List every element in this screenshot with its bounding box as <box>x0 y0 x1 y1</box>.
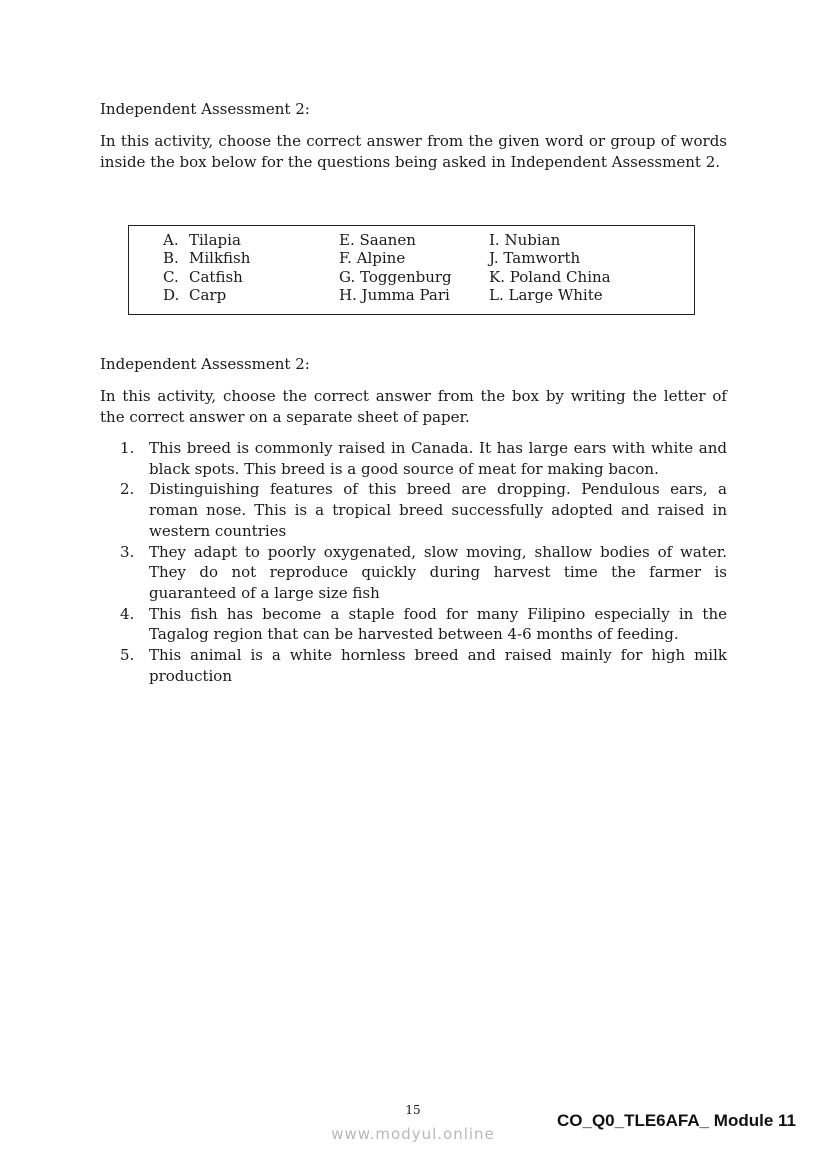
page-number: 15 <box>405 1103 421 1117</box>
choice-item <box>489 268 611 286</box>
answer-choices-box <box>128 225 695 315</box>
choice-text: Carp <box>189 285 227 304</box>
choice-letter: G. <box>339 267 356 286</box>
choice-item <box>163 249 250 267</box>
question-item <box>100 645 727 686</box>
choice-letter: I. <box>489 231 500 249</box>
choice-text: Alpine <box>356 249 406 268</box>
question-text: This breed is commonly raised in Canada. It has large ears with white and black spots. This breed is a good source of meat for making bacon. <box>149 439 727 478</box>
choice-letter: L. <box>489 285 504 304</box>
choices-column-2 <box>339 231 452 304</box>
question-text: They adapt to poorly oxygenated, slow moving, shallow bodies of water. They do not reproduce quickly during harvest time the farmer is guaranteed of a large size fish <box>149 542 727 602</box>
question-number: 2. <box>120 480 135 499</box>
section2-instruction: In this activity, choose the correct answer from the box by writing the letter of the correct answer on a separate sheet of paper. <box>100 387 727 426</box>
question-text: Distinguishing features of this breed are dropping. Pendulous ears, a roman nose. This is a tropical breed successfully adopted and raised in western countries <box>149 480 727 540</box>
question-item <box>100 479 727 541</box>
choice-letter: A. <box>163 231 179 249</box>
choice-item <box>339 268 452 286</box>
choice-letter: D. <box>163 285 180 304</box>
question-item <box>100 438 727 479</box>
choice-letter: J. <box>489 249 499 268</box>
question-item <box>100 542 727 604</box>
question-text: This animal is a white hornless breed and raised mainly for high milk production <box>149 646 727 685</box>
question-number: 1. <box>120 439 135 457</box>
choices-column-1 <box>163 231 250 304</box>
choice-item <box>339 249 452 267</box>
choice-text: Nubian <box>504 231 561 249</box>
question-list <box>100 438 727 686</box>
choice-text: Saanen <box>359 231 416 249</box>
choice-letter: K. <box>489 267 505 286</box>
choice-text: Jumma Pari <box>361 285 450 304</box>
choice-item <box>339 231 452 249</box>
choice-item <box>339 286 452 304</box>
choice-text: Catfish <box>189 267 243 286</box>
choice-letter: C. <box>163 267 179 286</box>
section1-heading: Independent Assessment 2: <box>100 100 310 118</box>
choices-column-3 <box>489 231 611 304</box>
choice-text: Tilapia <box>189 231 241 249</box>
module-code: CO_Q0_TLE6AFA_ Module 11 <box>556 1111 796 1130</box>
question-text: This fish has become a staple food for many Filipino especially in the Tagalog region that can be harvested between 4-6 months of feeding. <box>149 604 727 644</box>
question-item <box>100 604 727 645</box>
choice-letter: F. <box>339 249 352 268</box>
choice-letter: B. <box>163 249 179 268</box>
watermark: www.modyul.online <box>331 1125 495 1143</box>
question-number: 3. <box>120 542 135 561</box>
section1-instruction: In this activity, choose the correct answer from the given word or group of words inside the box below for the questions being asked in Independent Assessment 2. <box>100 132 727 171</box>
choice-item <box>489 249 611 267</box>
choice-text: Milkfish <box>189 249 251 268</box>
choice-item <box>163 231 250 249</box>
choice-text: Toggenburg <box>360 267 452 286</box>
question-number: 4. <box>120 604 135 623</box>
choice-text: Poland China <box>509 267 611 286</box>
section2-heading: Independent Assessment 2: <box>100 355 310 373</box>
choice-letter: H. <box>339 285 357 304</box>
choice-item <box>489 286 611 304</box>
choice-item <box>489 231 611 249</box>
choice-item <box>163 268 250 286</box>
choice-text: Large White <box>508 285 603 304</box>
choice-letter: E. <box>339 231 355 249</box>
question-number: 5. <box>120 646 135 665</box>
choice-text: Tamworth <box>503 249 581 268</box>
choice-item <box>163 286 250 304</box>
